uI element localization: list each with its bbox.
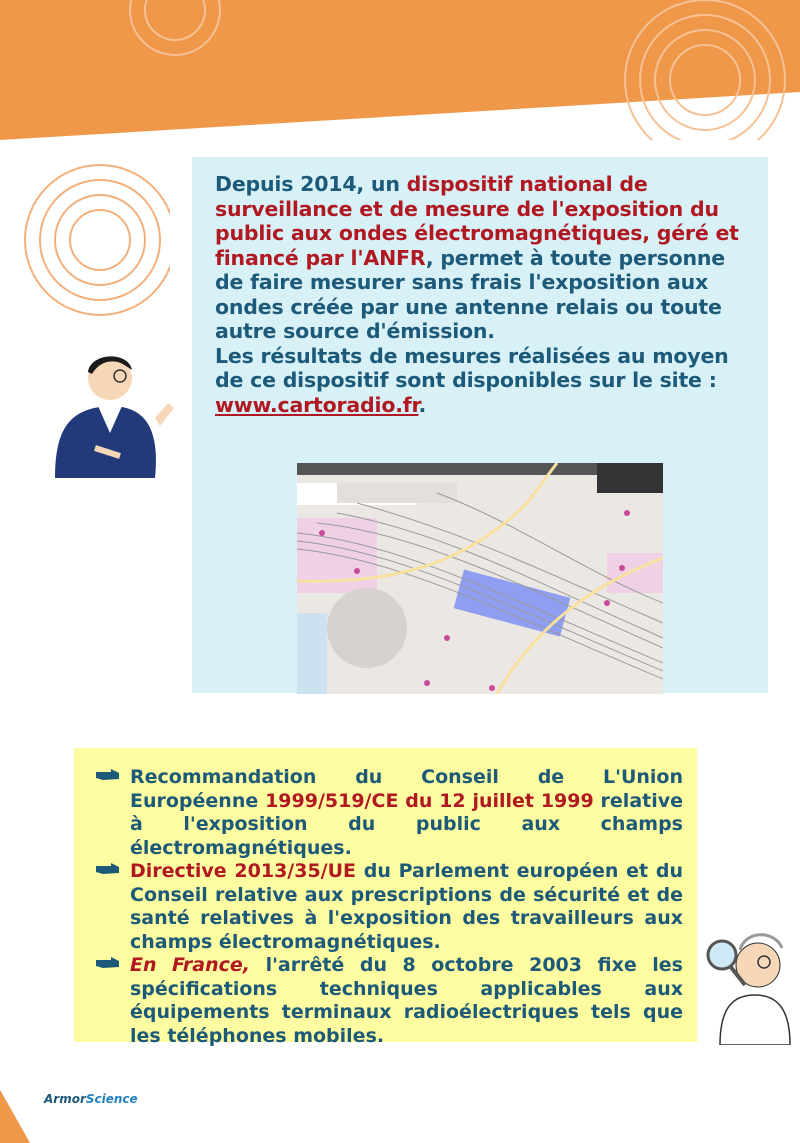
regulation-reference: En France,: [130, 954, 251, 976]
cartoradio-link[interactable]: www.cartoradio.fr: [215, 392, 419, 417]
pointing-hand-icon: [95, 862, 121, 876]
regulations-list: [95, 766, 683, 1048]
map-screenshot: [297, 463, 663, 694]
regulation-item: [95, 860, 683, 954]
regulation-item: [95, 954, 683, 1048]
regulation-reference: 1999/519/CE du 12 juillet 1999: [265, 789, 594, 812]
pointing-hand-icon: [95, 956, 121, 970]
intro-highlight: dispositif national de surveillance et de mesure de l'exposition du public aux ondes électromagnétiques, géré et financé par l'ANFR: [215, 172, 739, 270]
intro-part1: Depuis 2014, un: [215, 172, 407, 196]
armorscience-logo: [44, 1092, 138, 1106]
logo-armor: Armor: [44, 1092, 86, 1106]
link-period: .: [418, 392, 427, 417]
intro-text: [215, 172, 760, 417]
regulation-item: [95, 766, 683, 860]
regulation-text: du Parlement européen et du Conseil relative aux prescriptions de sécurité et de santé relatives à l'exposition des travailleurs aux champs électromagnétiques.: [130, 860, 683, 953]
regulation-reference: Directive 2013/35/UE: [130, 860, 357, 882]
decorative-circles-left: [0, 150, 170, 350]
regulation-text: Recommandation du Conseil de L'Union Européenne: [130, 766, 683, 812]
regulation-text-end: relative à l'exposition du public aux champs électromagnétiques.: [130, 789, 684, 859]
intro-results: Les résultats de mesures réalisées au moyen de ce dispositif sont disponibles sur le site :: [215, 343, 729, 392]
scientist-illustration: [700, 910, 800, 1045]
teacher-illustration: [50, 348, 180, 478]
pointing-hand-icon: [95, 768, 121, 782]
regulation-text: l'arrêté du 8 octobre 2003 fixe les spécifications techniques applicables aux équipements terminaux radioélectriques tels que les téléphones mobiles.: [130, 954, 683, 1047]
logo-science: Science: [85, 1092, 138, 1106]
decorative-circles-top: [0, 0, 800, 140]
intro-part2: , permet à toute personne de faire mesurer sans frais l'exposition aux ondes créée par une antenne relais ou toute autre source d'émission.: [215, 245, 725, 343]
